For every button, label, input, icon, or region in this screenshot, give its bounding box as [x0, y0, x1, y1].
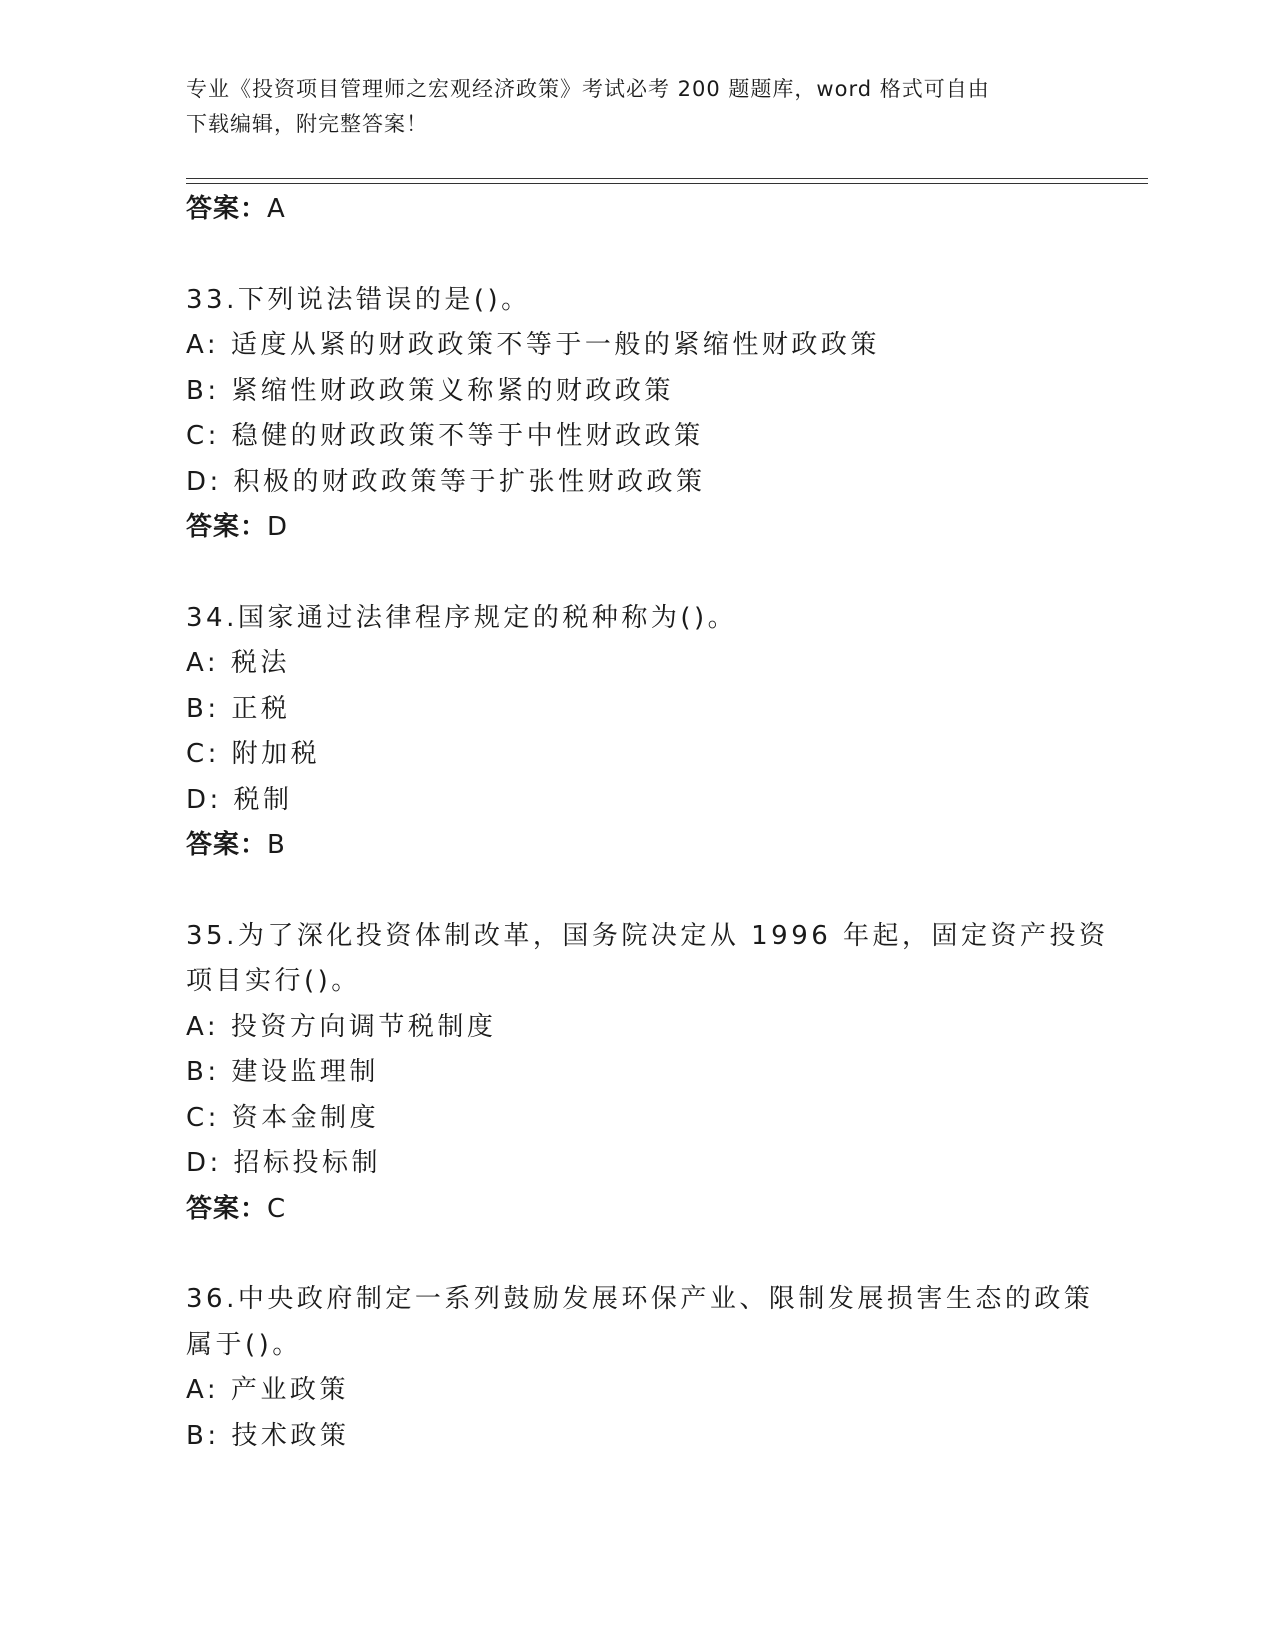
option-c: C: 稳健的财政政策不等于中性财政政策 [186, 421, 704, 451]
question-block [186, 278, 1086, 551]
spacer [186, 869, 1086, 914]
answer-value: B [267, 830, 286, 860]
option-c: C: 附加税 [186, 739, 321, 769]
header-line-1: 专业《投资项目管理师之宏观经济政策》考试必考 200 题题库，word 格式可自由 [186, 77, 990, 101]
option-b: B: 建设监理制 [186, 1057, 379, 1087]
answer-line [186, 505, 1086, 551]
option-b: B: 正税 [186, 693, 291, 724]
option-d: D: 积极的财政政策等于扩张性财政政策 [186, 466, 706, 497]
option-d: D: 税制 [186, 784, 293, 815]
answer-value: C [267, 1193, 287, 1224]
spacer [186, 1232, 1086, 1277]
question-list [186, 187, 1109, 1459]
header-divider-top [186, 178, 1148, 179]
option-c: C: 资本金制度 [186, 1102, 380, 1133]
question-stem: 36.中央政府制定一系列鼓励发展环保产业、限制发展损害生态的政策 [186, 1284, 1094, 1314]
question-stem: 34.国家通过法律程序规定的税种称为()。 [186, 602, 738, 633]
answer-line [186, 187, 1086, 233]
option-b: B: 紧缩性财政政策义称紧的财政政策 [186, 375, 674, 406]
question-stem: 33.下列说法错误的是()。 [186, 284, 531, 315]
option-d: D: 招标投标制 [186, 1148, 382, 1178]
answer-label: 答案： [186, 1193, 268, 1224]
header-line-2: 下载编辑，附完整答案！ [186, 112, 428, 136]
question-block [186, 1277, 1094, 1459]
question-stem: 35.为了深化投资体制改革，国务院决定从 1996 年起，固定资产投资 [186, 920, 1109, 951]
answer-line [186, 1187, 1086, 1233]
question-block [186, 596, 1086, 869]
option-a: A: 产业政策 [186, 1375, 349, 1405]
answer-line [186, 823, 1086, 869]
spacer [186, 233, 1086, 278]
option-a: A: 投资方向调节税制度 [186, 1011, 497, 1042]
option-a: A: 税法 [186, 648, 290, 678]
answer-value: D [267, 512, 289, 542]
answer-value: A [267, 194, 286, 224]
question-stem-continued: 项目实行()。 [186, 966, 361, 996]
answer-label: 答案： [186, 512, 268, 542]
question-block [186, 914, 1109, 1233]
question-stem-continued: 属于()。 [186, 1329, 302, 1360]
answer-label: 答案： [186, 830, 268, 860]
spacer [186, 551, 1086, 596]
answer-label: 答案： [186, 194, 268, 224]
document-header [186, 72, 1086, 142]
option-b: B: 技术政策 [186, 1420, 350, 1451]
header-divider-bottom [186, 183, 1148, 184]
option-a: A: 适度从紧的财政政策不等于一般的紧缩性财政政策 [186, 330, 880, 360]
